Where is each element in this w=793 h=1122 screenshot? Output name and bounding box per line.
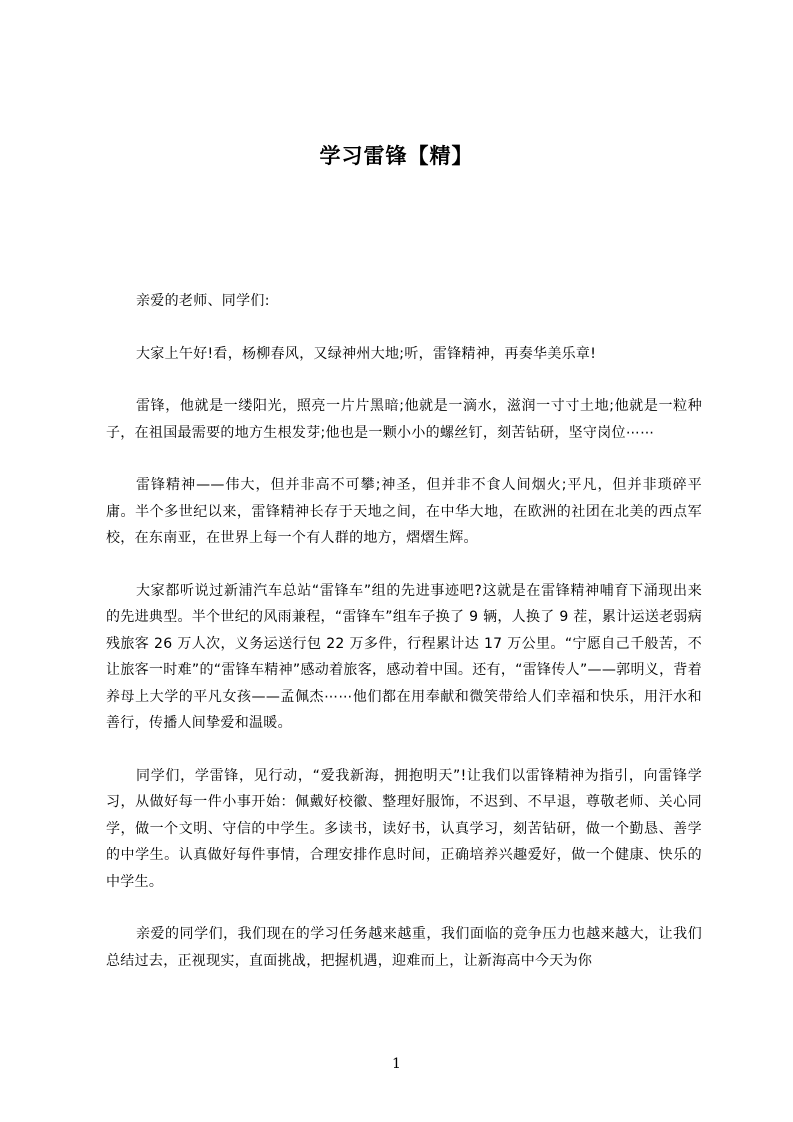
paragraph-greeting: 亲爱的老师、同学们: [136, 293, 270, 309]
paragraph-closing: 亲爱的同学们，我们现在的学习任务越来越重，我们面临的竞争压力也越来越大，让我们总结过去，正视现实，直面挑战，把握机遇，迎难而上，让新海高中今天为你 [106, 926, 702, 969]
paragraph-leifeng-intro: 雷锋，他就是一缕阳光，照亮一片片黑暗;他就是一滴水，滋润一寸寸土地;他就是一粒种子，在祖国最需要的地方生根发芽;他也是一颗小小的螺丝钉，刻苦钻研，坚守岗位⋯⋯ [106, 398, 702, 441]
page-number: 1 [392, 1056, 401, 1072]
paragraph-opening: 大家上午好!看，杨柳春风，又绿神州大地;听，雷锋精神，再奏华美乐章! [136, 345, 597, 362]
paragraph-leifeng-car: 大家都听说过新浦汽车总站“雷锋车”组的先进事迹吧?这就是在雷锋精神哺育下涌现出来的先进典型。半个世纪的风雨兼程，“雷锋车”组车子换了 9 辆，人换了 9 茬，累计运送老弱病残旅客 26 万人次，义务运送行包 22 万多件，行程累计达 17 万公里。“宁愿自己千般苦，不让旅客一时难”的“雷锋车精神”感动着旅客，感动着中国。还有，“雷锋传人”——郭明义，背着养母上大学的平凡女孩——孟佩杰⋯⋯他们都在用奉献和微笑带给人们幸福和快乐，用汗水和善行，传播人间挚爱和温暖。 [106, 582, 702, 731]
document-title: 学习雷锋【精】 [319, 144, 474, 168]
paragraph-leifeng-spirit: 雷锋精神——伟大，但并非高不可攀;神圣，但并非不食人间烟火;平凡，但并非琐碎平庸。半个多世纪以来，雷锋精神长存于天地之间，在中华大地，在欧洲的社团在北美的西点军校，在东南亚，在世界上每一个有人群的地方，熠熠生辉。 [106, 477, 702, 546]
paragraph-call-to-action: 同学们，学雷锋，见行动，“爱我新海，拥抱明天”!让我们以雷锋精神为指引，向雷锋学习，从做好每一件小事开始：佩戴好校徽、整理好服饰，不迟到、不早退，尊敬老师、关心同学，做一个文明、守信的中学生。多读书，读好书，认真学习，刻苦钻研，做一个勤恳、善学的中学生。认真做好每件事情，合理安排作息时间，正确培养兴趣爱好，做一个健康、快乐的中学生。 [106, 767, 702, 890]
document-body [106, 288, 702, 1000]
